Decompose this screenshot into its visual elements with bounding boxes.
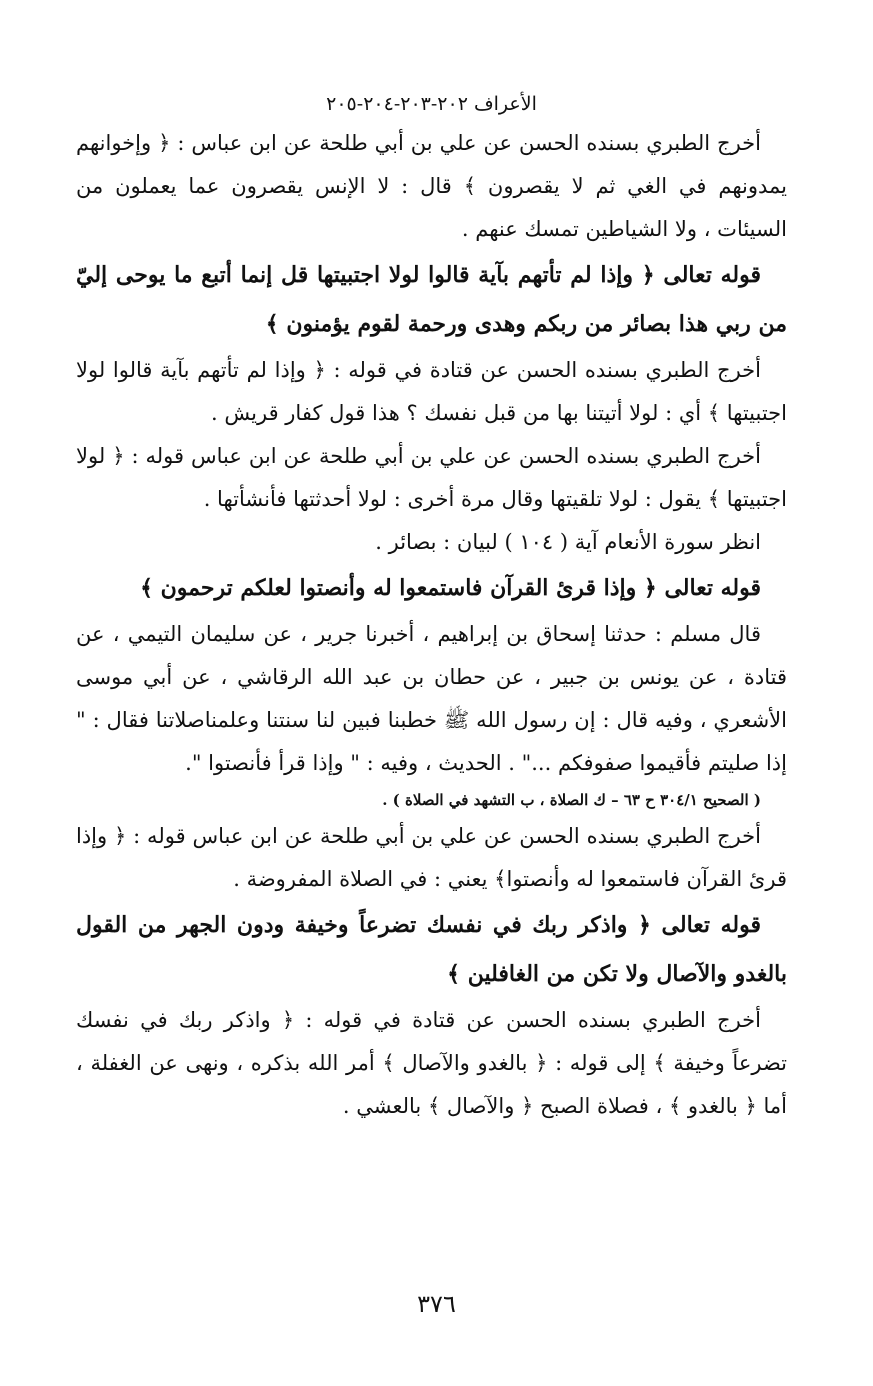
paragraph-muslim-hadith: قال مسلم : حدثنا إسحاق بن إبراهيم ، أخبرنا جرير ، عن سليمان التيمي ، عن قتادة ، عن يونس بن جبير ، عن حطان بن عبد الله الرقاشي ، عن أبي موسى الأشعري ، وفيه قال : إن رسول الله ﷺ خطبنا فبين لنا سنتنا وعلمناصلاتنا فقال : " إذا صليتم فأقيموا صفوفكم ..." . الحديث ، وفيه : " وإذا قرأ فأنصتوا ". (76, 622, 787, 775)
paragraph-tabari-qatada-ijtabaytaha: أخرج الطبري بسنده الحسن عن قتادة في قوله : ﴿ وإذا لم تأتهم بآية قالوا لولا اجتبيتها ﴾ أي : لولا أتيتنا بها من قبل نفسك ؟ هذا قول كفار قريش . (76, 358, 787, 425)
running-head: الأعراف ٢٠٢-٢٠٣-٢٠٤-٢٠٥ (326, 93, 537, 115)
verse-heading-205: قوله تعالى ﴿ واذكر ربك في نفسك تضرعاً وخيفة ودون الجهر من القول بالغدو والآصال ولا تكن من الغافلين ﴾ (76, 912, 787, 987)
hadith-citation: ( الصحيح ٣٠٤/١ ح ٦٣ – ك الصلاة ، ب التشهد في الصلاة ) . (382, 791, 761, 809)
page-number: ٣٧٦ (417, 1290, 456, 1318)
cross-reference-note: انظر سورة الأنعام آية ( ١٠٤ ) لبيان : بصائر . (375, 530, 761, 554)
paragraph-tabari-ibn-abbas-ijtabaytaha: أخرج الطبري بسنده الحسن عن علي بن أبي طلحة عن ابن عباس قوله : ﴿ لولا اجتبيتها ﴾ يقول : لولا تلقيتها وقال مرة أخرى : لولا أحدثتها فأنشأتها . (76, 444, 787, 511)
paragraph-tabari-ibn-abbas-quran-recited: أخرج الطبري بسنده الحسن عن علي بن أبي طلحة عن ابن عباس قوله : ﴿ وإذا قرئ القرآن فاستمعوا له وأنصتوا﴾ يعني : في الصلاة المفروضة . (76, 824, 787, 891)
paragraph-tabari-ibn-abbas-ikhwanuhum: أخرج الطبري بسنده الحسن عن علي بن أبي طلحة عن ابن عباس : ﴿ وإخوانهم يمدونهم في الغي ثم لا يقصرون ﴾ قال : لا الإنس يقصرون عما يعملون من السيئات ، ولا الشياطين تمسك عنهم . (76, 131, 787, 241)
verse-heading-202: قوله تعالى ﴿ وإذا لم تأتهم بآية قالوا لولا اجتبيتها قل إنما أتبع ما يوحى إليّ من ربي هذا بصائر من ربكم وهدى ورحمة لقوم يؤمنون ﴾ (76, 262, 787, 337)
verse-heading-204: قوله تعالى ﴿ وإذا قرئ القرآن فاستمعوا له وأنصتوا لعلكم ترحمون ﴾ (140, 575, 761, 601)
paragraph-tabari-qatada-dhikr: أخرج الطبري بسنده الحسن عن قتادة في قوله : ﴿ واذكر ربك في نفسك تضرعاً وخيفة ﴾ إلى قوله : ﴿ بالغدو والآصال ﴾ أمر الله بذكره ، ونهى عن الغفلة ، أما ﴿ بالغدو ﴾ ، فصلاة الصبح ﴿ والآصال ﴾ بالعشي . (76, 1008, 787, 1118)
